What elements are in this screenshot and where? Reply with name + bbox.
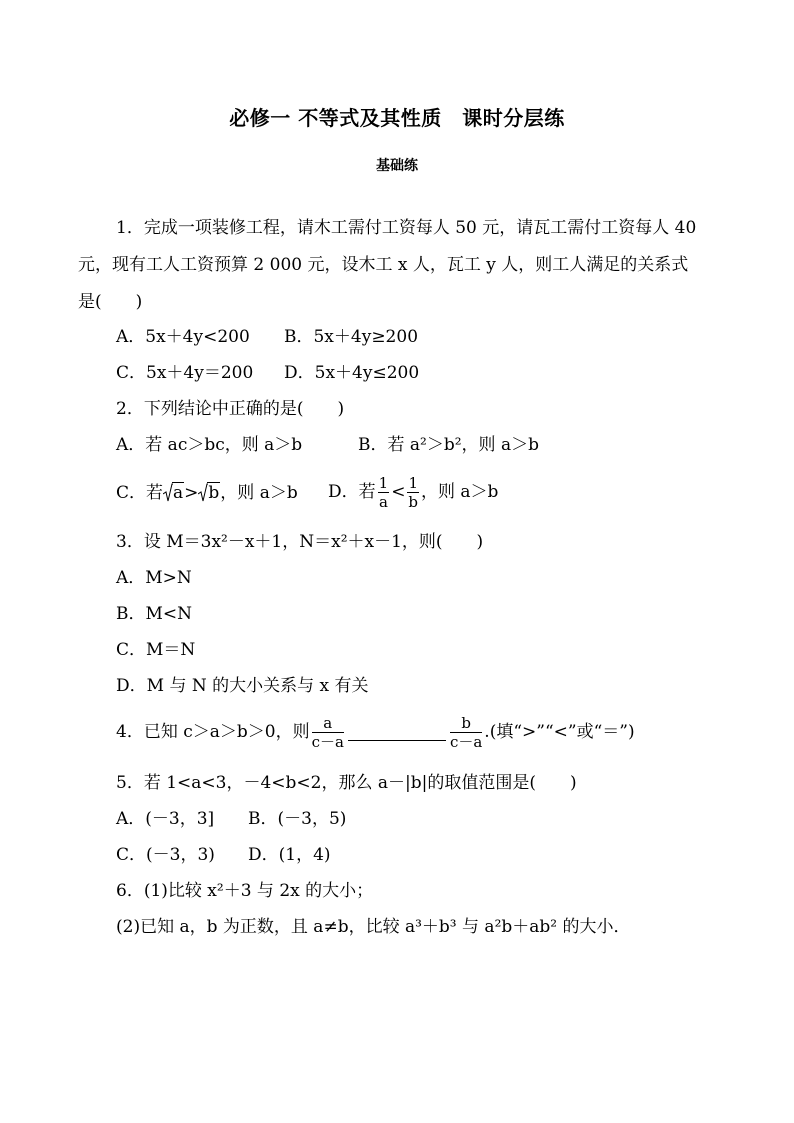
q1-line3: 是( ) [78, 292, 143, 312]
q2-option-d-suffix: ，则 a＞b [420, 482, 499, 502]
q3-option-b: B．M<N [116, 604, 193, 624]
fraction-b-over-c-minus-a [450, 714, 482, 751]
q1-option-d: D．5x＋4y≤200 [284, 363, 420, 383]
fraction-denominator: b [408, 493, 419, 511]
q3-option-c: C．M＝N [116, 640, 196, 660]
q3-option-a: A．M>N [116, 568, 192, 588]
q2-option-d-prefix: D．若 [328, 482, 376, 502]
sqrt-b-radicand: b [208, 483, 220, 503]
fraction-numerator: 1 [408, 474, 418, 492]
q3-stem: 3．设 M＝3x²－x＋1，N＝x²＋x－1，则( ) [116, 532, 484, 552]
sqrt-b [198, 481, 220, 505]
q4-stem [116, 711, 635, 753]
fraction-denominator: c－a [311, 733, 344, 751]
fraction-numerator: 1 [378, 474, 389, 492]
q5-option-b: B．(－3，5) [248, 809, 347, 829]
q6-part2: (2)已知 a，b 为正数，且 a≠b，比较 a³＋b³ 与 a²b＋ab² 的大小． [116, 917, 631, 937]
q2-option-c-suffix: ，则 a＞b [220, 483, 298, 503]
fraction-a-over-c-minus-a [312, 714, 344, 751]
q5-option-d: D．(1，4) [248, 845, 331, 865]
q4-prefix: 4．已知 c＞a＞b＞0，则 [116, 722, 310, 742]
fraction-1-over-b [407, 474, 419, 511]
fraction-numerator: a [312, 714, 344, 733]
q2-option-a: A．若 ac＞bc，则 a＞b [116, 435, 303, 455]
q1-option-c: C．5x＋4y＝200 [116, 363, 254, 383]
fraction-numerator: b [450, 714, 482, 733]
fraction-1-over-a [378, 474, 390, 511]
q2-option-d [328, 473, 498, 511]
q5-option-a: A．(－3，3] [116, 809, 215, 829]
q2-option-c [116, 481, 298, 505]
sqrt-a [163, 481, 184, 505]
q2-option-d-lt: < [391, 482, 406, 502]
q4-suffix: .(填“>”“<”或“＝”) [484, 722, 635, 742]
section-subtitle: 基础练 [376, 158, 418, 174]
answer-blank[interactable] [348, 724, 446, 741]
q2-option-c-gt: > [184, 483, 199, 503]
q1-line1: 1．完成一项装修工程，请木工需付工资每人 50 元，请瓦工需付工资每人 40 [116, 218, 697, 238]
fraction-denominator: c－a [449, 733, 483, 751]
q6-part1: 6．(1)比较 x²＋3 与 2x 的大小； [116, 881, 374, 901]
q3-option-d: D．M 与 N 的大小关系与 x 有关 [116, 676, 369, 696]
q2-option-b: B．若 a²＞b²，则 a＞b [358, 435, 539, 455]
q1-option-a: A．5x＋4y<200 [116, 327, 250, 347]
q1-option-b: B．5x＋4y≥200 [284, 327, 419, 347]
fraction-denominator: a [378, 493, 388, 511]
sqrt-a-radicand: a [173, 483, 184, 503]
q5-stem: 5．若 1<a<3，－4<b<2，那么 a－|b|的取值范围是( ) [116, 773, 577, 793]
page-title: 必修一 不等式及其性质 课时分层练 [229, 106, 565, 130]
q2-option-c-prefix: C．若 [116, 483, 164, 503]
q5-option-c: C．(－3，3) [116, 845, 215, 865]
q1-line2: 元，现有工人工资预算 2 000 元，设木工 x 人，瓦工 y 人，则工人满足的关系式 [78, 255, 689, 275]
q2-stem: 2．下列结论中正确的是( ) [116, 399, 345, 419]
